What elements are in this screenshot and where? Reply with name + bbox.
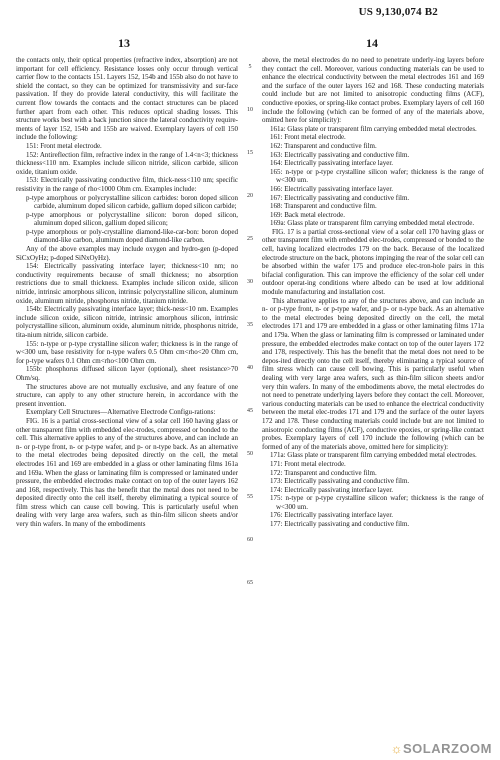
line-number: 35: [247, 322, 253, 328]
line-number: 60: [247, 537, 253, 543]
paragraph: 162: Transparent and conductive film.: [270, 141, 377, 150]
sun-icon: ☼: [390, 741, 403, 756]
watermark-logo: [391, 741, 492, 756]
paragraph: above, the metal electrodes do no need to penetrate underly-ing layers before they contact the cell. Moreover, various conducting materials can be used to enhance the electrical conductivity between the metal electrodes 161 and 169 and the surface of the outer layers 162 and 168. These conducting materials could include but are not limited to anisotropic conducting films (ACF), conductive epoxies, or spring-like contact probes. Exemplary layers of cell 160 include the following (which can be formed of any of the materials above, omitted here for simplicity):: [262, 56, 484, 125]
paragraph: FIG. 16 is a partial cross-sectional view of a solar cell 160 having glass or other transparent film with embedded elec-trodes, compressed or bonded to the cell. This alternative applies to any of the structures above, and can include an n- or p-type front, n- or p-type wafer, and p- or n-type back. As an alternative to the metal electrodes being deposited directly on the cell, the metal electrodes 161 and 169 are embedded in a glass or other laminating films 161a and 169a. When the glass or laminating film is compressed or laminated under pressure, the embedded electrodes make contact on top of the outer layers 162 and 168, respectively. This has the benefit that the metal does not need to be deposited directly onto the cell itself, thereby eliminating a typical source of film stress which can cause cell bowing. This is particularly useful when dealing with very large area wafers, such as thin-film silicon sheets and/or very thin wafers. In many of the embodiments: [16, 416, 238, 529]
paragraph: Any of the above examples may include oxygen and hydro-gen (p-doped SiCxOyHz; p-doped SiNxOyHz).: [16, 245, 238, 262]
paragraph: 161a: Glass plate or transparent film carrying embedded metal electrodes.: [270, 124, 477, 133]
watermark-text: SOLARZOOM: [403, 741, 492, 756]
paragraph: 151: Front metal electrode.: [26, 141, 102, 150]
paragraph: p-type amorphous or poly-crystalline diamond-like-car-bon: boron doped diamond-like carbon, aluminum doped diamond-like carbon.: [26, 227, 238, 245]
paragraph: 171a: Glass plate or transparent film carrying embedded metal electrodes.: [270, 451, 477, 460]
paragraph: 172: Transparent and conductive film.: [270, 468, 377, 477]
column-number-right: 14: [366, 36, 378, 50]
paragraph: 176: Electrically passivating interface layer.: [270, 511, 394, 520]
line-number: 25: [247, 236, 253, 242]
paragraph: 168: Transparent and conductive film.: [270, 202, 377, 211]
line-number: 55: [247, 494, 253, 500]
paragraph: 171: Front metal electrode.: [270, 459, 346, 468]
paragraph: 152: Antireflection film, refractive index in the range of 1.4<n<3; thickness thickness<110 nm. Examples include silicon nitride, silicon carbide, silicon oxide, titanium oxide.: [16, 150, 238, 176]
line-number: 15: [247, 150, 253, 156]
paragraph: 177: Electrically passivating and conductive film.: [270, 520, 410, 529]
paragraph: 166: Electrically passivating interface layer.: [270, 184, 394, 193]
paragraph: 164: Electrically passivating interface layer.: [270, 159, 394, 168]
paragraph: 173: Electrically passivating and conductive film.: [270, 477, 410, 486]
paragraph: p-type amorphous or polycrystalline silicon: boron doped silicon, aluminum doped silicon, gallium doped silicon;: [26, 210, 238, 228]
paragraph: The structures above are not mutually exclusive, and any feature of one structure, can apply to any other structure herein, in accordance with the present invention.: [16, 382, 238, 408]
paragraph: 154: Electrically passivating interface layer; thickness<10 nm; no conductivity requirements because of small thickness; no absorption restrictions due to small thickness. Examples include silicon oxide, silicon nitride, intrinsic amorphous silicon, intrinsic polycrystalline silicon, aluminum oxide, aluminum nitride, phosphorus nitride, titanium nitride.: [16, 262, 238, 305]
paragraph: 161: Front metal electrode.: [270, 133, 346, 142]
right-text-column: [262, 56, 484, 529]
line-number: 10: [247, 107, 253, 113]
paragraph: 155: n-type or p-type crystalline silicon wafer; thickness is in the range of w<300 um, base resistivity for n-type wafers 0.5 Ohm cm<rho<20 Ohm cm, for p-type wafers 0.1 Ohm cm<rho<100 Ohm cm.: [16, 339, 238, 365]
paragraph: 174: Electrically passivating interface layer.: [270, 485, 394, 494]
column-number-left: 13: [118, 36, 130, 50]
paragraph: 153: Electrically passivating conductive film, thick-ness<110 nm; specific resistivity in the range of rho<1000 Ohm cm. Examples include:: [16, 176, 238, 193]
paragraph: 167: Electrically passivating and conductive film.: [270, 193, 410, 202]
paragraph: 165: n-type or p-type crystalline silicon wafer; thickness is the range of w<300 um.: [270, 167, 484, 185]
paragraph: Exemplary Cell Structures—Alternative Electrode Configu-rations:: [26, 408, 216, 417]
line-number: 50: [247, 451, 253, 457]
paragraph: 155b: phosphorus diffused silicon layer (optional), sheet resistance>70 Ohm/sq.: [16, 365, 238, 382]
line-number: 45: [247, 408, 253, 414]
paragraph: 163: Electrically passivating and conductive film.: [270, 150, 410, 159]
paragraph: FIG. 17 is a partial cross-sectional view of a solar cell 170 having glass or other transparent film with embedded elec-trodes, compressed or bonded to the cell, having localized electrodes 179 on the back. Because of the localized electrode structure on the back, photons impinging the rear of the solar cell can be absorbed within the wafer 175 and produce elec-tron-hole pairs in this bifacial configuration. This can improve the efficiency of the solar cell under outdoor operat-ing conditions where albedo can be used at low additional module manufacturing and installation cost.: [262, 227, 484, 297]
patent-number: US 9,130,074 B2: [358, 6, 438, 18]
line-number: 5: [248, 64, 252, 70]
paragraph: the contacts only, their optical properties (refractive index, absorption) are not important for cell efficiency. Resistance losses only occur through vertical carrier flow to the contacts 151. Layers 152, 154b and 155b also do not have to shield the contact, so they can be optimized for transmissivity and sur-face passivation. If they do provide lateral conductivity, this will facilitate the current flow towards the contacts and the contact structures can be placed further apart from each other. This reduces optical shading losses. This structure works best with a back junction since the lateral conductivity require-ments of layer 152, 154b and 155b are waived. Exemplary layers of cell 150 include the following:: [16, 56, 238, 142]
paragraph: 175: n-type or p-type crystalline silicon wafer; thickness is the range of w<300 um.: [270, 494, 484, 511]
line-number: 65: [247, 580, 253, 586]
line-number: 30: [247, 279, 253, 285]
paragraph: p-type amorphous or polycrystalline silicon carbides: boron doped silicon carbide, aluminum doped silicon carbide, gallium doped silicon carbide;: [26, 193, 238, 211]
line-number: 20: [247, 193, 253, 199]
line-number: 40: [247, 365, 253, 371]
left-text-column: [16, 56, 238, 529]
paragraph: 169: Back metal electrode.: [270, 210, 346, 219]
paragraph: This alternative applies to any of the structures above, and can include an n- or p-type front, n- or p-type wafer, and p- or n-type back. As an alternative to the metal electrodes being deposited directly on the cell, the metal electrodes 171 and 179 are embedded in a glass or other laminating films 171a and 179a. When the glass or laminating film is compressed or laminated under pressure, the embedded electrodes make contact on top of the outer layers 172 and 178, respectively. This has the benefit that the metal does not need to be depos-ited directly onto the cell itself, thereby eliminating a typical source of film stress which can cause cell bowing. This is particularly useful when dealing with very large area wafers, such as thin-film silicon sheets and/or very thin wafers. In many of the embodiments above, the metal electrodes do not need to penetrate underlying layers before they contact the cell. Moreover, various conducting materials can be used to enhance the electrical conductivity between the metal elec-trodes 171 and 179 and the surface of the outer layers 172 and 178. These conducting materials could include but are not limited to anisotropic conducting films (ACF), conductive epoxies, or spring-like contact probes. Exemplary layers of cell 170 include the following (which can be formed of any of the materials above, omitted here for simplicity):: [262, 296, 484, 451]
paragraph: 154b: Electrically passivating interface layer; thick-ness<10 nm. Examples include silicon oxide, silicon nitride, intrinsic amorphous silicon, intrinsic polycrystalline silicon, aluminum oxide, aluminum nitride, phosphorus nitride, tita-nium nitride, silicon carbide.: [16, 305, 238, 339]
paragraph: 169a: Glass plate or transparent film carrying embedded metal electrode.: [270, 219, 475, 228]
